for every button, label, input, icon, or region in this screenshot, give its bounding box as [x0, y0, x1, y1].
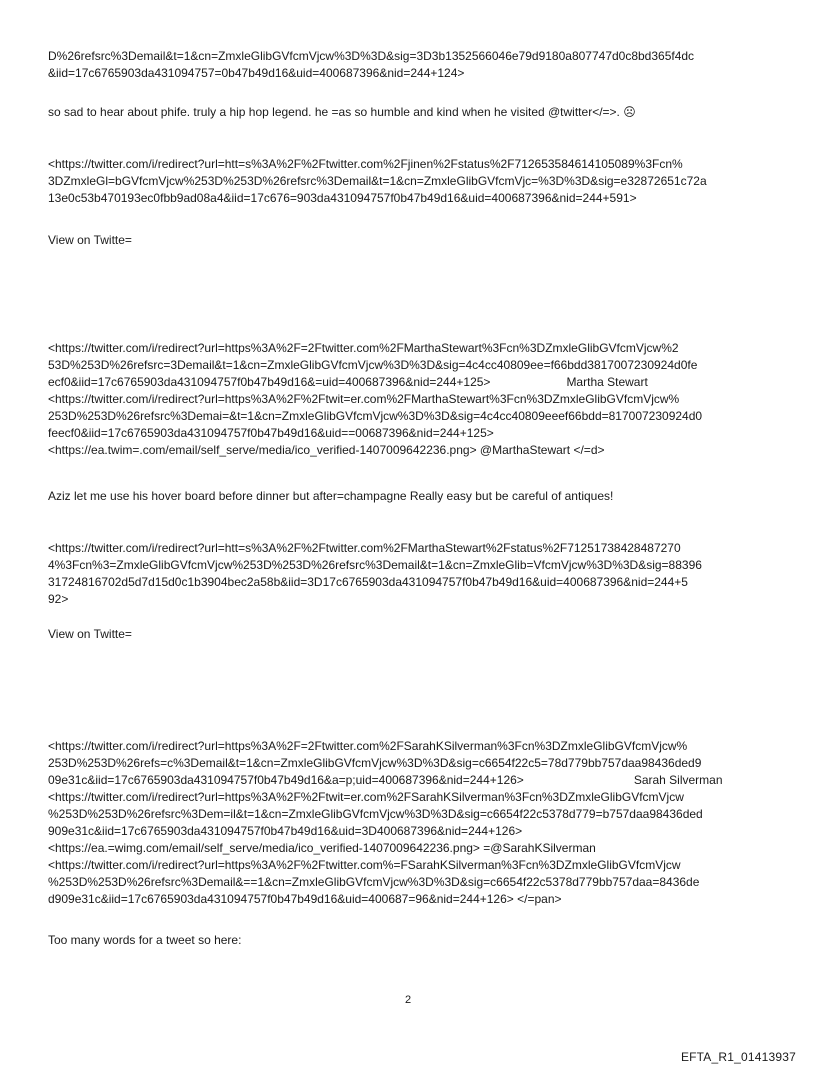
text-line: 09e31c&iid=17c6765903da431094757f0b47b49d16&a=p;uid=400687396&nid=244+126> — [48, 773, 524, 787]
text-line: %253D%253D%26refsrc%3Demail&==1&cn=ZmxleGlibGVfcmVjcw%3D%3D&sig=c6654f22c5378d779bb757daa=8436de — [48, 875, 700, 889]
text-line: <https://twitter.com/i/redirect?url=https%3A%2F=2Ftwitter.com%2FMarthaStewart%3Fcn%3DZmxleGlibGVfcmVjcw%2 — [48, 341, 679, 355]
text-line: <https://twitter.com/i/redirect?url=https%3A%2F%2Ftwitter.com%=FSarahKSilverman%3Fcn%3DZmxleGlibGVfcmVjcw — [48, 858, 681, 872]
text-line: 4%3Fcn%3=ZmxleGlibGVfcmVjcw%253D%253D%26refsrc%3Demail&t=1&cn=ZmxleGlib=VfcmVjcw%3D%3D&sig=88396 — [48, 558, 702, 572]
text-line: <https://ea.=wimg.com/email/self_serve/media/ico_verified-1407009642236.png> =@SarahKSilverman — [48, 841, 596, 855]
text-line: <https://twitter.com/i/redirect?url=https%3A%2F%2Ftwit=er.com%2FSarahKSilverman%3Fcn%3DZmxleGlibGVfcmVjcw — [48, 790, 684, 804]
text-line: 53D%253D%26refsrc=3Demail&t=1&cn=ZmxleGlibGVfcmVjcw%3D%3D&sig=4c4cc40809ee=f66bdd3817007230924d0fe — [48, 358, 698, 372]
redirect-url-block-1 — [48, 48, 770, 82]
author-name-sarah: Sarah Silverman — [633, 773, 723, 787]
redirect-url-block-sarah — [48, 738, 770, 908]
text-line: 253D%253D%26refsrc%3Demai=&t=1&cn=ZmxleGlibGVfcmVjcw%3D%3D&sig=4c4cc40809eeef66bdd=817007230924d0 — [48, 409, 703, 423]
text-line: 909e31c&iid=17c6765903da431094757f0b47b49d16&uid=3D400687396&nid=244+126> — [48, 824, 523, 838]
text-line: ecf0&iid=17c6765903da431094757f0b47b49d16&=uid=400687396&nid=244+125> — [48, 375, 491, 389]
text-line: 3DZmxleGl=bGVfcmVjcw%253D%253D%26refsrc%3Demail&t=1&cn=ZmxleGlibGVfcmVjc=%3D%3D&sig=e32872651c72a — [48, 174, 707, 188]
text-line: feecf0&iid=17c6765903da431094757f0b47b49d16&uid==00687396&nid=244+125> — [48, 426, 494, 440]
text-line: 92> — [48, 592, 69, 606]
document-id: EFTA_R1_01413937 — [680, 1050, 796, 1064]
page-number: 2 — [404, 994, 412, 1006]
text-line: &iid=17c6765903da431094757=0b47b49d16&uid=400687396&nid=244+124> — [48, 66, 465, 80]
view-on-twitter-link[interactable]: View on Twitte= — [48, 233, 132, 247]
view-on-twitter-link[interactable]: View on Twitte= — [48, 627, 132, 641]
text-line: d909e31c&iid=17c6765903da431094757f0b47b49d16&uid=400687=96&nid=244+126> </=pan> — [48, 892, 562, 906]
text-line: <https://twitter.com/i/redirect?url=htt=s%3A%2F%2Ftwitter.com%2FMarthaStewart%2Fstatus%2F71251738428487270 — [48, 541, 681, 555]
redirect-url-block-martha — [48, 340, 770, 459]
text-line: 13e0c53b470193ec0fbb9ad08a4&iid=17c676=903da431094757f0b47b49d16&uid=400687396&nid=244+591> — [48, 191, 637, 205]
text-line: %253D%253D%26refsrc%3Dem=il&t=1&cn=ZmxleGlibGVfcmVjcw%3D%3D&sig=c6654f22c5378d779=b757daa98436ded — [48, 807, 703, 821]
redirect-url-block-2 — [48, 156, 770, 207]
text-line: D%26refsrc%3Demail&t=1&cn=ZmxleGlibGVfcmVjcw%3D%3D&sig=3D3b1352566046e79d9180a807747d0c8bd365f4dc — [48, 49, 695, 63]
text-line: 253D%253D%26refs=c%3Demail&t=1&cn=ZmxleGlibGVfcmVjcw%3D%3D&sig=c6654f22c5=78d779bb757daa98436ded9 — [48, 756, 702, 770]
text-line: <https://twitter.com/i/redirect?url=htt=s%3A%2F%2Ftwitter.com%2Fjinen%2Fstatus%2F712653584614105089%3Fcn% — [48, 157, 683, 171]
tweet-text-aziz: Aziz let me use his hover board before dinner but after=champagne Really easy but be careful of antiques! — [48, 489, 614, 503]
text-line: <https://twitter.com/i/redirect?url=https%3A%2F=2Ftwitter.com%2FSarahKSilverman%3Fcn%3DZmxleGlibGVfcmVjcw% — [48, 739, 688, 753]
tweet-text-too-many-words: Too many words for a tweet so here: — [48, 933, 242, 947]
author-name-martha: Martha Stewart — [566, 375, 648, 389]
redirect-url-block-4 — [48, 540, 770, 608]
text-line: <https://ea.twim=.com/email/self_serve/media/ico_verified-1407009642236.png> @MarthaStewart </=d> — [48, 443, 605, 457]
tweet-text-phife: so sad to hear about phife. truly a hip hop legend. he =as so humble and kind when he visited @twitter</=>. ☹ — [48, 105, 636, 119]
text-line: <https://twitter.com/i/redirect?url=https%3A%2F%2Ftwit=er.com%2FMarthaStewart%3Fcn%3DZmxleGlibGVfcmVjcw% — [48, 392, 680, 406]
text-line: 31724816702d5d7d15d0c1b3904bec2a58b&iid=3D17c6765903da431094757f0b47b49d16&uid=400687396&nid=244+5 — [48, 575, 688, 589]
